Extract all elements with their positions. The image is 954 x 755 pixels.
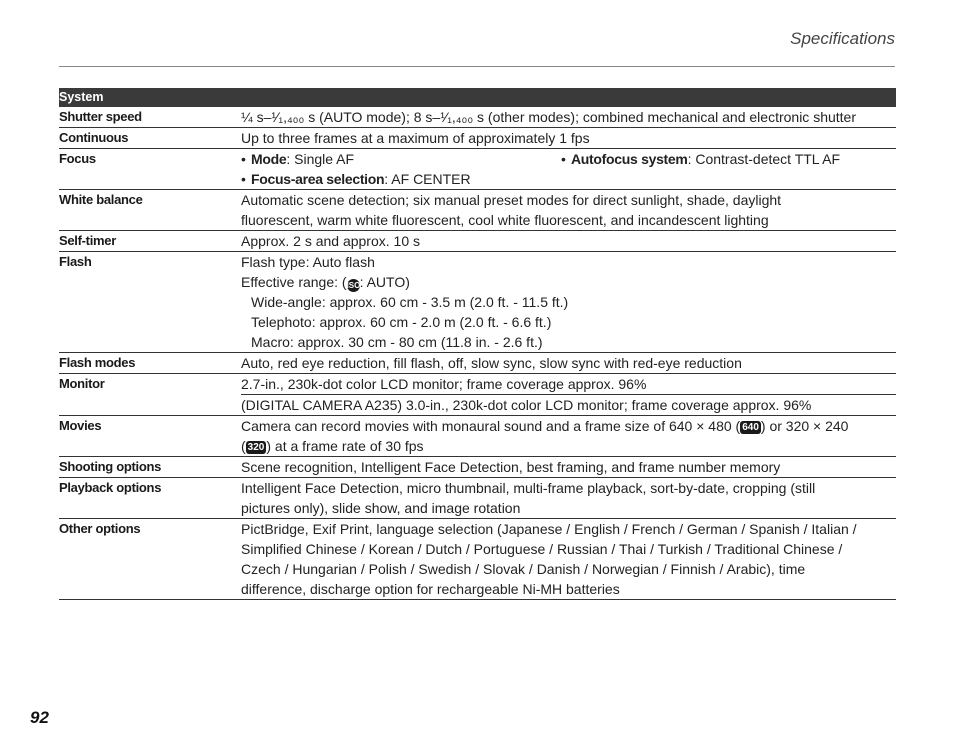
header-divider <box>59 66 895 67</box>
spec-label: Movies <box>59 416 241 457</box>
section-header-row <box>59 88 896 107</box>
spec-label: Flash modes <box>59 353 241 374</box>
flash-macro: Macro: approx. 30 cm - 80 cm (11.8 in. - 2.6 ft.) <box>251 334 543 350</box>
spec-row-continuous <box>59 128 896 149</box>
value-line: fluorescent, warm white fluorescent, cool white fluorescent, and incandescent lighting <box>241 212 769 228</box>
iso-icon: ISO <box>346 281 361 290</box>
spec-label: Flash <box>59 252 241 353</box>
flash-range-suffix: : AUTO) <box>359 274 410 290</box>
movie-640-icon: 640 <box>742 422 759 433</box>
spec-value: Up to three frames at a maximum of approximately 1 fps <box>241 128 896 149</box>
spec-label: Shutter speed <box>59 107 241 128</box>
spec-label: Focus <box>59 149 241 190</box>
movie-320-icon: 320 <box>247 442 265 453</box>
value-line: difference, discharge option for rechargeable Ni-MH batteries <box>241 581 620 597</box>
movies-text: ) at a frame rate of 30 fps <box>266 438 424 454</box>
value-line: Simplified Chinese / Korean / Dutch / Portuguese / Russian / Thai / Turkish / Traditional Chinese / <box>241 541 843 557</box>
value-line: pictures only), slide show, and image rotation <box>241 500 521 516</box>
spec-row-white-balance <box>59 190 896 231</box>
spec-value <box>241 252 896 353</box>
flash-wide: Wide-angle: approx. 60 cm - 3.5 m (2.0 ft. - 11.5 ft.) <box>251 294 569 310</box>
flash-range-prefix: Effective range: ( <box>241 274 347 290</box>
page-header-title: Specifications <box>790 29 895 48</box>
value-line: PictBridge, Exif Print, language selection (Japanese / English / French / German / Spanish / Italian / <box>241 521 857 537</box>
focus-area-value: : AF CENTER <box>384 171 471 187</box>
movies-line-2 <box>241 436 896 456</box>
value-line: (DIGITAL CAMERA A235) 3.0-in., 230k-dot color LCD monitor; frame coverage approx. 96% <box>241 394 896 415</box>
value-line: Automatic scene detection; six manual preset modes for direct sunlight, shade, daylight <box>241 192 782 208</box>
spec-label: Other options <box>59 519 241 600</box>
spec-row-self-timer <box>59 231 896 252</box>
spec-value <box>241 519 896 600</box>
bullet-icon: • <box>241 151 246 167</box>
value-line: 2.7-in., 230k-dot color LCD monitor; frame coverage approx. 96% <box>241 376 647 392</box>
spec-label: Playback options <box>59 478 241 519</box>
spec-value: Approx. 2 s and approx. 10 s <box>241 231 896 252</box>
page-number: 92 <box>30 708 49 727</box>
spec-row-movies <box>59 416 896 457</box>
spec-value: Auto, red eye reduction, fill flash, off, slow sync, slow sync with red-eye reduction <box>241 353 896 374</box>
focus-af-item <box>561 149 840 169</box>
focus-area-item <box>241 169 896 189</box>
bullet-icon: • <box>561 151 566 167</box>
movies-text: Camera can record movies with monaural sound and a frame size of 640 × 480 ( <box>241 418 741 434</box>
spec-row-flash <box>59 252 896 353</box>
movies-text: ( <box>241 438 246 454</box>
spec-label: Self-timer <box>59 231 241 252</box>
flash-type: Flash type: Auto flash <box>241 254 375 270</box>
bullet-icon: • <box>241 171 246 187</box>
spec-label: Monitor <box>59 374 241 416</box>
spec-value: Scene recognition, Intelligent Face Detection, best framing, and frame number memory <box>241 457 896 478</box>
spec-row-focus <box>59 149 896 190</box>
focus-mode-value: : Single AF <box>286 151 355 167</box>
spec-label: Continuous <box>59 128 241 149</box>
spec-row-playback-options <box>59 478 896 519</box>
focus-grid <box>241 149 896 169</box>
spec-row-shutter-speed <box>59 107 896 128</box>
flash-tele: Telephoto: approx. 60 cm - 2.0 m (2.0 ft. - 6.6 ft.) <box>251 314 552 330</box>
focus-mode-item <box>241 149 561 169</box>
spec-label: White balance <box>59 190 241 231</box>
spec-value <box>241 416 896 457</box>
flash-range <box>241 272 896 292</box>
value-line: Intelligent Face Detection, micro thumbnail, multi-frame playback, sort-by-date, cropping (still <box>241 480 816 496</box>
spec-row-flash-modes <box>59 353 896 374</box>
spec-row-other-options <box>59 519 896 600</box>
focus-af-value: : Contrast-detect TTL AF <box>687 151 841 167</box>
spec-value: ¼ s–¹⁄₁,₄₀₀ s (AUTO mode); 8 s–¹⁄₁,₄₀₀ s (other modes); combined mechanical and electronic shutter <box>241 107 896 128</box>
section-title: System <box>59 88 896 107</box>
value-line: Czech / Hungarian / Polish / Swedish / Slovak / Danish / Norwegian / Finnish / Arabic), time <box>241 561 806 577</box>
movies-text: ) or 320 × 240 <box>760 418 849 434</box>
spec-value <box>241 374 896 416</box>
focus-area-label: Focus-area selection <box>251 171 385 187</box>
spec-value <box>241 190 896 231</box>
focus-af-label: Autofocus system <box>571 151 688 167</box>
spec-label: Shooting options <box>59 457 241 478</box>
spec-row-monitor <box>59 374 896 416</box>
spec-value <box>241 149 896 190</box>
spec-value <box>241 478 896 519</box>
spec-row-shooting-options <box>59 457 896 478</box>
focus-mode-label: Mode <box>251 151 287 167</box>
spec-table <box>59 88 896 600</box>
movies-line-1 <box>241 416 896 436</box>
